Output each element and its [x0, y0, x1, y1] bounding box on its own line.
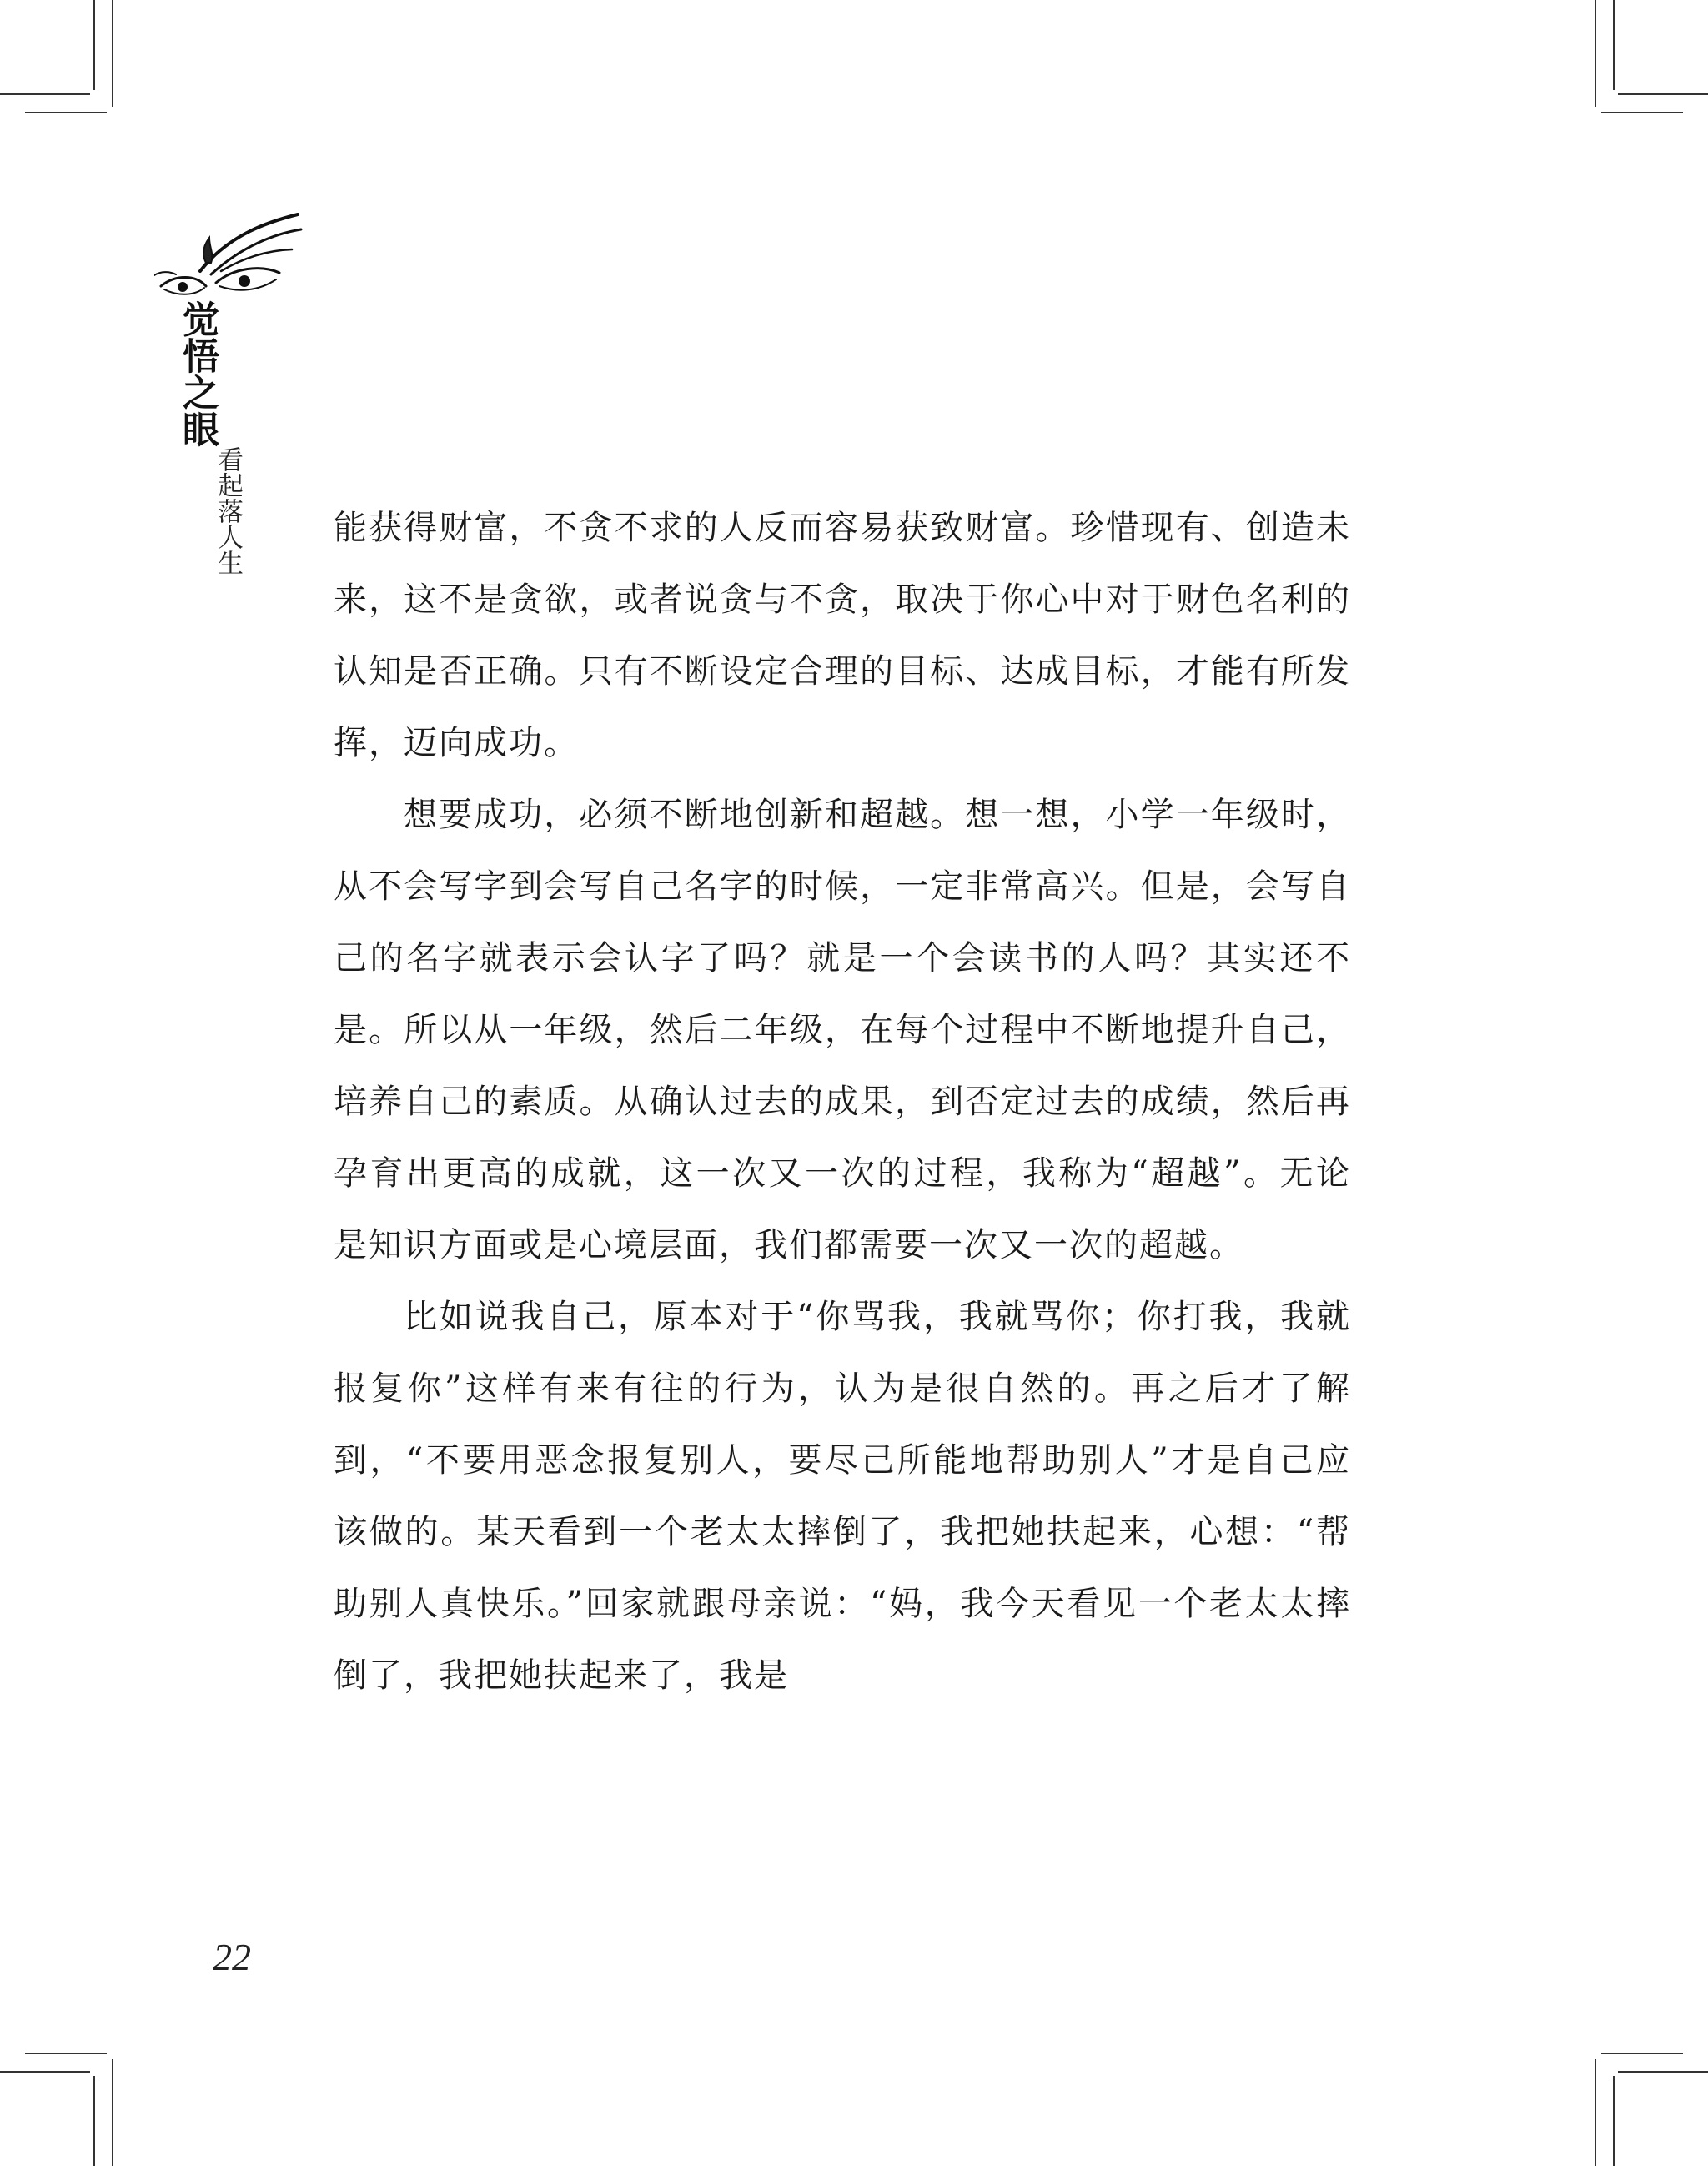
paragraph: 能获得财富，不贪不求的人反而容易获致财富。珍惜现有、创造未来，这不是贪欲，或者说贪与不贪，取决于你心中对于财色名利的认知是否正确。只有不断设定合理的目标、达成目标，才能有所发挥，迈向成功。	[334, 509, 1351, 762]
body-text	[334, 492, 1351, 1711]
paragraph: 比如说我自己，原本对于“你骂我，我就骂你；你打我，我就报复你”这样有来有往的行为，认为是很自然的。再之后才了解到，“不要用恶念报复别人，要尽己所能地帮助别人”才是自己应该做的。某天看到一个老太太摔倒了，我把她扶起来，心想：“帮助别人真快乐。”回家就跟母亲说：“妈，我今天看见一个老太太摔倒了，我把她扶起来了，我是	[334, 1298, 1351, 1695]
series-title: 觉悟之眼	[176, 300, 219, 447]
series-subtitle: 看起落人生	[213, 446, 243, 575]
paragraph: 想要成功，必须不断地创新和超越。想一想，小学一年级时，从不会写字到会写自己名字的时候，一定非常高兴。但是，会写自己的名字就表示会认字了吗？就是一个会读书的人吗？其实还不是。所以从一年级，然后二年级，在每个过程中不断地提升自己，培养自己的素质。从确认过去的成果，到否定过去的成绩，然后再孕育出更高的成就，这一次又一次的过程，我称为“超越”。无论是知识方面或是心境层面，我们都需要一次又一次的超越。	[334, 796, 1351, 1264]
eyes-logo-icon	[154, 213, 304, 309]
page-number: 22	[213, 1936, 251, 1978]
